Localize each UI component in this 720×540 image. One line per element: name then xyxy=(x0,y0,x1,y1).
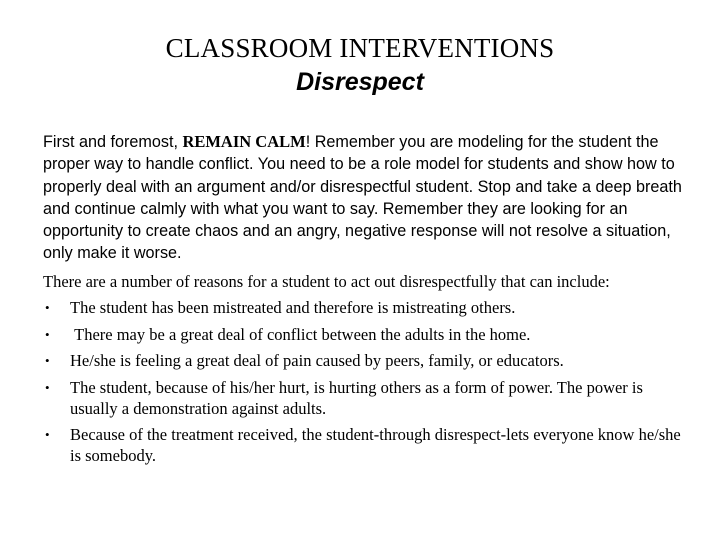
bullet-icon: • xyxy=(45,379,50,395)
list-item xyxy=(43,297,683,318)
bullet-icon: • xyxy=(45,427,50,442)
list-item xyxy=(43,377,683,419)
intro-rest: ! Remember you are modeling for the student the proper way to handle conflict. You need to be a role model for students and show how to properly deal with an argument and/or disrespectful student. Stop and take a deep breath and continue calmly with what you want to say. Remember they are looking for an opportunity to create chaos and an angry, negative response will not resolve a situation, only make it worse. xyxy=(43,133,682,263)
list-item-text: The student has been mistreated and therefore is mistreating others. xyxy=(70,298,516,317)
list-item-text: Because of the treatment received, the student-through disrespect-lets everyone know he/she is somebody. xyxy=(70,425,681,465)
list-item xyxy=(43,350,683,371)
bullet-icon: • xyxy=(45,353,50,368)
reasons-list xyxy=(43,297,683,466)
list-item xyxy=(43,324,683,345)
slide-title: CLASSROOM INTERVENTIONS xyxy=(165,33,555,63)
intro-paragraph xyxy=(43,131,683,265)
title-block xyxy=(0,32,720,98)
slide-subtitle: Disrespect xyxy=(296,68,424,96)
intro-emphasis: REMAIN CALM xyxy=(182,132,306,151)
bullet-icon: • xyxy=(45,300,50,315)
list-item-text: He/she is feeling a great deal of pain caused by peers, family, or educators. xyxy=(70,351,564,370)
intro-lead: First and foremost, xyxy=(43,133,183,151)
list-item-text: The student, because of his/her hurt, is hurting others as a form of power. The power is usually a demonstration against adults. xyxy=(70,377,643,418)
list-item xyxy=(43,424,683,466)
list-item-text: There may be a great deal of conflict between the adults in the home. xyxy=(70,324,531,344)
reasons-lead: There are a number of reasons for a student to act out disrespectfully that can include: xyxy=(43,272,610,291)
bullet-icon: • xyxy=(45,326,50,342)
reasons-section xyxy=(43,271,683,472)
